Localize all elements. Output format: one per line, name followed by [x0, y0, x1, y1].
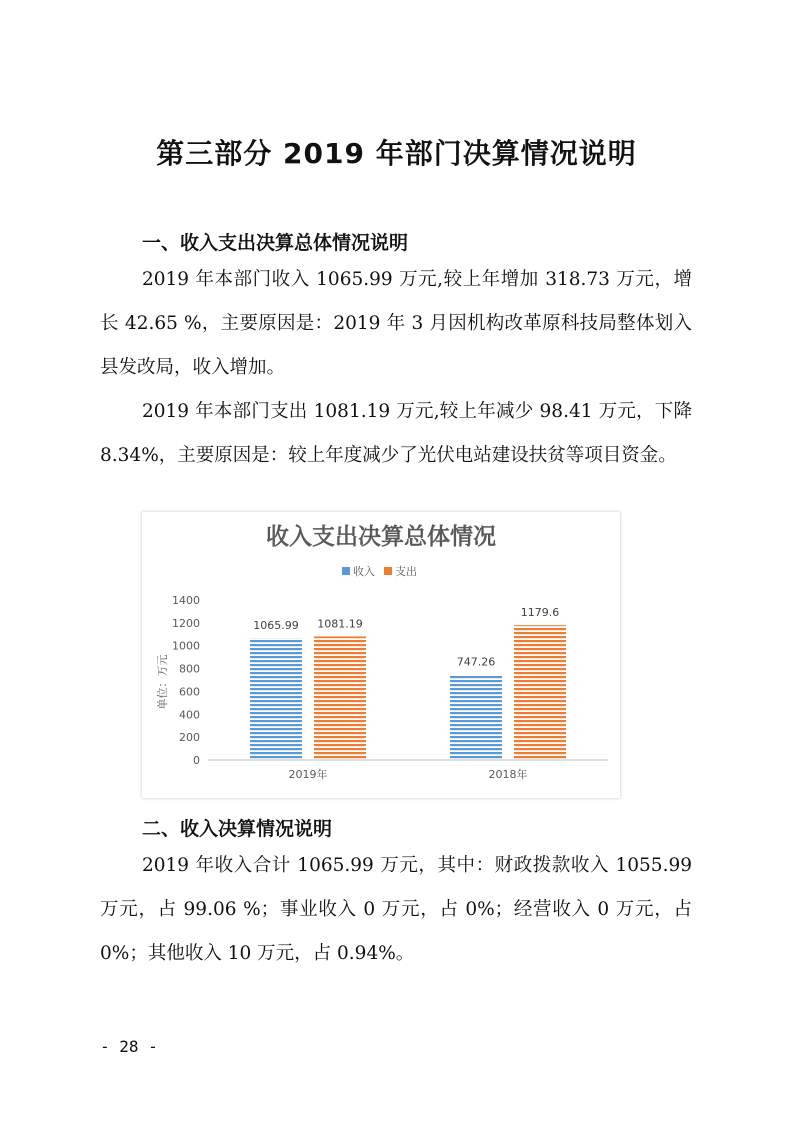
bar-收入-2018年	[450, 675, 502, 760]
y-axis	[172, 594, 200, 767]
bar-chart	[142, 512, 620, 798]
data-label: 747.26	[456, 655, 496, 669]
legend-swatch-1	[384, 567, 392, 575]
data-label: 1081.19	[317, 617, 363, 631]
chart-legend	[342, 564, 417, 578]
x-tick-label: 2018年	[488, 768, 528, 781]
y-tick-label: 200	[179, 731, 200, 745]
section2-para1: 2019 年收入合计 1065.99 万元，其中：财政拨款收入 1055.99 万元，占 99.06 %；事业收入 0 万元，占 0%；经营收入 0 万元，占 0%；其他收入 10 万元，占 0.94%。	[100, 855, 692, 964]
chart-title: 收入支出决算总体情况	[266, 524, 496, 550]
y-tick-label: 600	[179, 685, 200, 699]
y-tick-label: 1200	[172, 616, 200, 630]
y-tick-label: 800	[179, 662, 200, 676]
section1-para2: 2019 年本部门支出 1081.19 万元,较上年减少 98.41 万元，下降 8.34%，主要原因是：较上年度减少了光伏电站建设扶贫等项目资金。	[100, 401, 692, 466]
bar-支出-2018年	[514, 625, 566, 760]
legend-swatch-0	[342, 567, 350, 575]
legend-label-0: 收入	[353, 565, 375, 578]
y-tick-label: 400	[179, 708, 200, 722]
y-tick-label: 0	[193, 754, 200, 767]
chart-container	[142, 512, 620, 798]
data-label: 1179.6	[520, 606, 560, 620]
y-tick-label: 1000	[172, 639, 200, 653]
x-tick-label: 2019年	[288, 768, 328, 781]
section1-para1: 2019 年本部门收入 1065.99 万元,较上年增加 318.73 万元，增长 42.65 %，主要原因是：2019 年 3 月因机构改革原科技局整体划入县发改局，收入增加。	[100, 269, 692, 378]
legend-label-1: 支出	[395, 565, 417, 578]
bar-收入-2019年	[250, 638, 302, 760]
bars-group	[250, 606, 566, 760]
section2-heading: 二、收入决算情况说明	[142, 818, 333, 840]
page-number: - 28 -	[100, 1037, 158, 1056]
bar-支出-2019年	[314, 636, 366, 760]
page-title: 第三部分 2019 年部门决算情况说明	[156, 137, 637, 170]
section1-heading: 一、收入支出决算总体情况说明	[142, 232, 409, 254]
y-tick-label: 1400	[172, 594, 200, 607]
data-label: 1065.99	[253, 619, 299, 633]
x-axis	[208, 760, 608, 781]
y-axis-label: 单位：万元	[156, 654, 169, 710]
